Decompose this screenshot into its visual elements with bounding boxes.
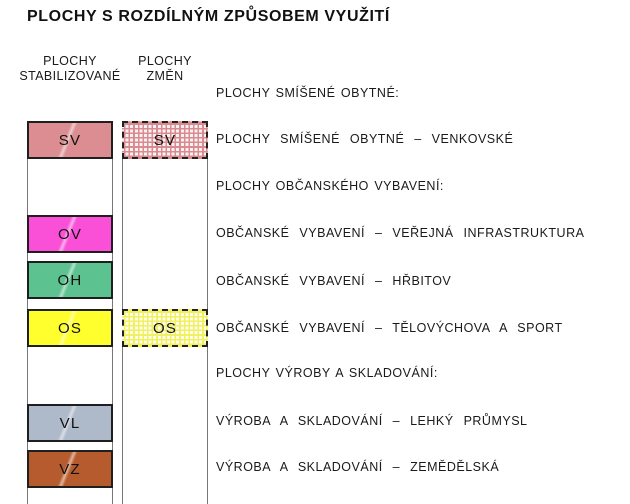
swatch-vz-stabilized: [27, 450, 113, 488]
section-label-vyroba-skladovani: PLOCHY VÝROBY A SKLADOVÁNÍ:: [216, 366, 438, 380]
swatch-vl-code: VL: [59, 414, 81, 432]
swatch-sv-code: SV: [58, 131, 82, 149]
swatch-vl-stabilized: [27, 404, 113, 442]
legend-label-sv: PLOCHY SMÍŠENÉ OBYTNÉ – VENKOVSKÉ: [216, 132, 514, 146]
swatch-sv-change-hatched: [122, 121, 208, 159]
legend-label-os: OBČANSKÉ VYBAVENÍ – TĚLOVÝCHOVA A SPORT: [216, 321, 563, 335]
column-header-changes: [121, 54, 209, 84]
section-label-obcanske-vybaveni: PLOCHY OBČANSKÉHO VYBAVENÍ:: [216, 179, 444, 193]
swatch-os-code: OS: [57, 319, 83, 337]
section-label-smisene-obytne: PLOCHY SMÍŠENÉ OBYTNÉ:: [216, 86, 400, 100]
swatch-oh-code: OH: [57, 271, 83, 289]
swatch-os-change-code: OS: [152, 319, 178, 337]
swatch-os-change-hatched: [122, 309, 208, 347]
swatch-oh-stabilized: [27, 261, 113, 299]
swatch-sv-stabilized: [27, 121, 113, 159]
column-header-changes-line1: PLOCHY: [138, 54, 192, 68]
legend-label-vl: VÝROBA A SKLADOVÁNÍ – LEHKÝ PRŮMYSL: [216, 414, 528, 428]
swatch-os-stabilized: [27, 309, 113, 347]
swatch-vz-code: VZ: [59, 460, 81, 478]
column-header-stabilized-line2: STABILIZOVANÉ: [19, 69, 121, 83]
legend-label-ov: OBČANSKÉ VYBAVENÍ – VEŘEJNÁ INFRASTRUKTURA: [216, 226, 585, 240]
legend-label-vz: VÝROBA A SKLADOVÁNÍ – ZEMĚDĚLSKÁ: [216, 460, 500, 474]
page-title: PLOCHY S ROZDÍLNÝM ZPŮSOBEM VYUŽITÍ: [27, 8, 390, 25]
swatch-ov-code: OV: [57, 225, 83, 243]
column-header-stabilized: [6, 54, 134, 84]
swatch-sv-change-code: SV: [153, 131, 177, 149]
column-header-changes-line2: ZMĚN: [146, 69, 184, 83]
column-header-stabilized-line1: PLOCHY: [43, 54, 97, 68]
legend-label-oh: OBČANSKÉ VYBAVENÍ – HŘBITOV: [216, 274, 452, 288]
swatch-ov-stabilized: [27, 215, 113, 253]
